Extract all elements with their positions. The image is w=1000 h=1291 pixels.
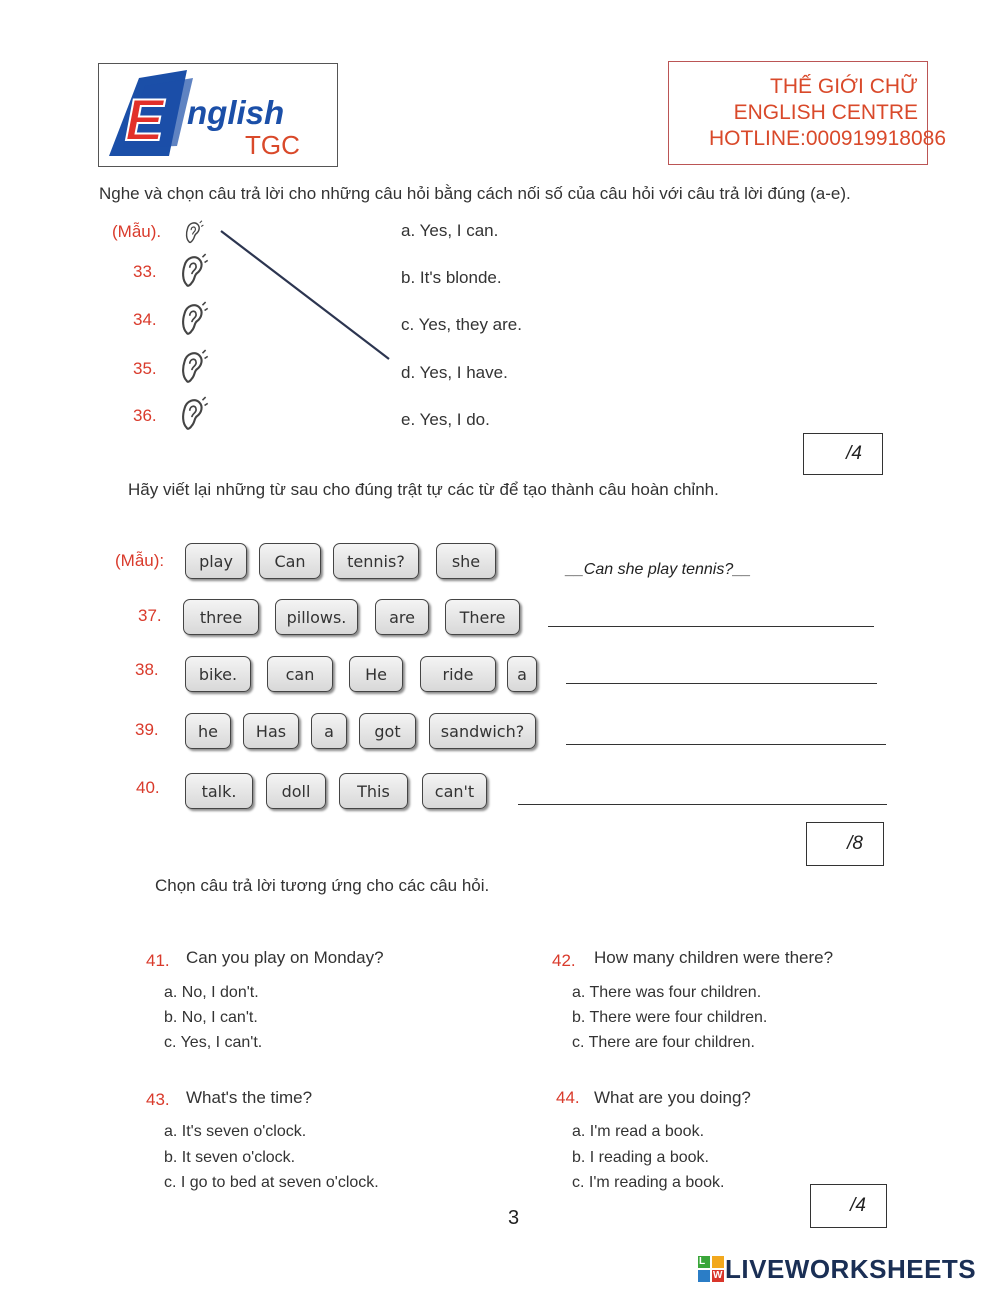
- word-tile: can't: [422, 773, 487, 809]
- item-label-34: 34.: [133, 310, 157, 329]
- answer-a[interactable]: a. Yes, I can.: [401, 221, 499, 240]
- ear-icon[interactable]: [181, 220, 207, 246]
- sample-match-line: [215, 225, 395, 365]
- ear-icon[interactable]: [179, 396, 209, 434]
- option-42-b[interactable]: b. There were four children.: [572, 1009, 768, 1026]
- word-tile: talk.: [185, 773, 253, 809]
- ear-icon[interactable]: [179, 301, 209, 339]
- logo-sub: TGC: [245, 130, 300, 160]
- centre-info-box: [668, 61, 946, 165]
- page-number: 3: [508, 1207, 520, 1229]
- score-box-3: /4: [810, 1184, 887, 1228]
- section2-instruction: Hãy viết lại những từ sau cho đúng trật tự các từ để tạo thành câu hoàn chỉnh.: [128, 480, 719, 499]
- centre-line-1: THẾ GIỚI CHỮ: [770, 75, 918, 98]
- answer-line-37[interactable]: [548, 626, 874, 627]
- option-41-c[interactable]: c. Yes, I can't.: [164, 1034, 263, 1051]
- word-tile: pillows.: [275, 599, 358, 635]
- liveworksheets-logo-icon: L W: [699, 1256, 723, 1281]
- ear-icon[interactable]: [179, 349, 209, 387]
- logo-initial: E: [125, 88, 164, 153]
- word-tile: can: [267, 656, 333, 692]
- question-num-42: 42.: [552, 951, 576, 970]
- centre-line-2: ENGLISH CENTRE: [733, 101, 918, 124]
- option-41-a[interactable]: a. No, I don't.: [164, 984, 259, 1001]
- option-43-a[interactable]: a. It's seven o'clock.: [164, 1123, 307, 1140]
- word-tile: There: [445, 599, 520, 635]
- option-42-c[interactable]: c. There are four children.: [572, 1034, 755, 1051]
- word-tile: are: [375, 599, 429, 635]
- liveworksheets-brand[interactable]: LIVEWORKSHEETS: [725, 1254, 977, 1284]
- option-43-b[interactable]: b. It seven o'clock.: [164, 1149, 296, 1166]
- sample-answer: __Can she play tennis?__: [566, 561, 752, 578]
- word-tile: Has: [243, 713, 299, 749]
- word-tile: doll: [266, 773, 326, 809]
- row-label-39: 39.: [135, 720, 159, 739]
- option-44-b[interactable]: b. I reading a book.: [572, 1149, 709, 1166]
- row-label-40: 40.: [136, 778, 160, 797]
- option-43-c[interactable]: c. I go to bed at seven o'clock.: [164, 1174, 379, 1191]
- question-text-41: Can you play on Monday?: [186, 948, 384, 967]
- section1-instruction: Nghe và chọn câu trả lời cho những câu hỏi bằng cách nối số của câu hỏi với câu trả lời đúng (a-e).: [99, 184, 851, 203]
- logo-graphic: [99, 64, 337, 166]
- row-label-37: 37.: [138, 606, 162, 625]
- word-tile: play: [185, 543, 247, 579]
- item-label-33: 33.: [133, 262, 157, 281]
- hotline: HOTLINE:000919918086: [709, 127, 946, 150]
- word-tile: sandwich?: [429, 713, 536, 749]
- ear-icon[interactable]: [179, 253, 209, 291]
- question-num-44: 44.: [556, 1088, 580, 1107]
- word-tile: he: [185, 713, 231, 749]
- question-num-41: 41.: [146, 951, 170, 970]
- question-text-43: What's the time?: [186, 1088, 313, 1107]
- section3-instruction: Chọn câu trả lời tương ứng cho các câu hỏi.: [155, 876, 490, 895]
- word-tile: tennis?: [333, 543, 419, 579]
- word-tile: got: [359, 713, 416, 749]
- answer-line-40[interactable]: [518, 804, 887, 805]
- word-tile: This: [339, 773, 408, 809]
- answer-b[interactable]: b. It's blonde.: [401, 268, 502, 287]
- english-tgc-logo: [98, 63, 338, 167]
- answer-d[interactable]: d. Yes, I have.: [401, 363, 508, 382]
- option-42-a[interactable]: a. There was four children.: [572, 984, 762, 1001]
- option-44-c[interactable]: c. I'm reading a book.: [572, 1174, 725, 1191]
- question-num-43: 43.: [146, 1090, 170, 1109]
- score-box-2: /8: [806, 822, 884, 866]
- word-tile: a: [507, 656, 537, 692]
- question-text-44: What are you doing?: [594, 1088, 751, 1107]
- answer-c[interactable]: c. Yes, they are.: [401, 315, 522, 334]
- score-box-1: /4: [803, 433, 883, 475]
- word-tile: a: [311, 713, 347, 749]
- item-label-36: 36.: [133, 406, 157, 425]
- word-tile: three: [183, 599, 259, 635]
- answer-line-38[interactable]: [566, 683, 877, 684]
- option-41-b[interactable]: b. No, I can't.: [164, 1009, 258, 1026]
- item-label-sample: (Mẫu).: [112, 222, 162, 241]
- word-tile: ride: [420, 656, 496, 692]
- word-tile: she: [436, 543, 496, 579]
- question-text-42: How many children were there?: [594, 948, 834, 967]
- word-tile: bike.: [185, 656, 251, 692]
- item-label-35: 35.: [133, 359, 157, 378]
- logo-word: nglish: [187, 94, 285, 131]
- answer-e[interactable]: e. Yes, I do.: [401, 410, 490, 429]
- option-44-a[interactable]: a. I'm read a book.: [572, 1123, 705, 1140]
- answer-line-39[interactable]: [566, 744, 886, 745]
- word-tile: Can: [259, 543, 321, 579]
- row-label-sample: (Mẫu):: [115, 551, 165, 570]
- row-label-38: 38.: [135, 660, 159, 679]
- word-tile: He: [349, 656, 403, 692]
